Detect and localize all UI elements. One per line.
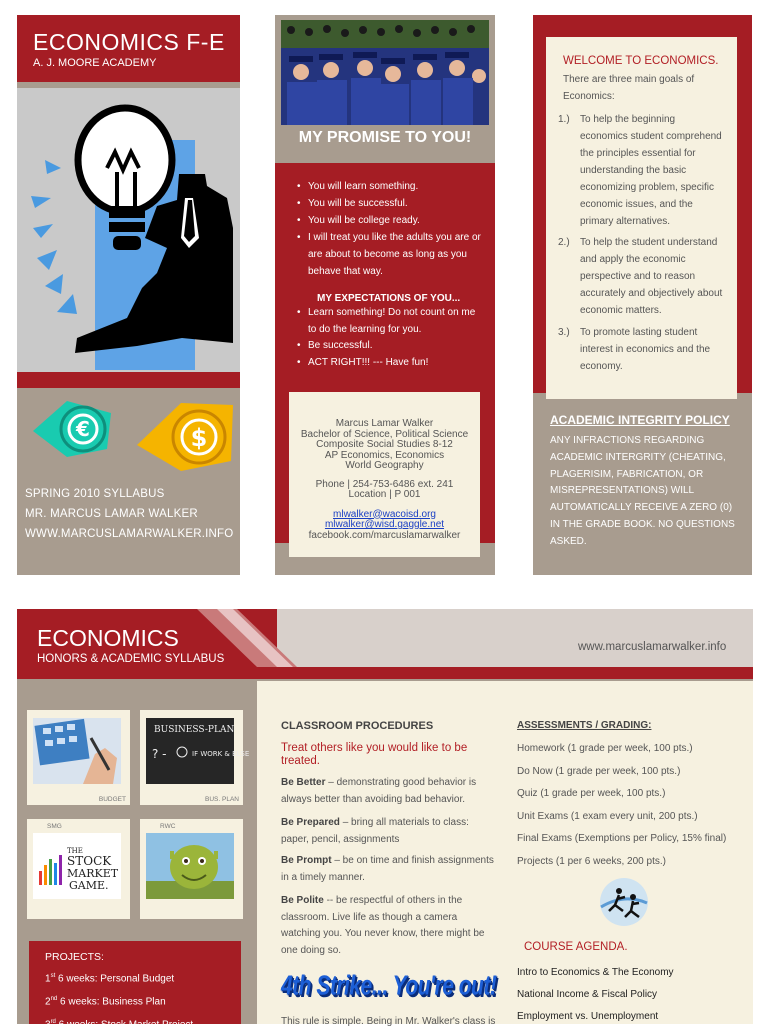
project-item: 2nd 6 weeks: Business Plan: [45, 996, 166, 1008]
thumb-budget: [27, 710, 130, 805]
assessment-item: Final Exams (Exemptions per Policy, 15% final): [517, 833, 727, 844]
teacher-name: Marcus Lamar Walker: [335, 418, 434, 429]
strike-rule-text: This rule is simple. Being in Mr. Walker's class is: [281, 1016, 496, 1027]
goals-intro: Economics:: [563, 91, 615, 102]
graduation-photo: [281, 20, 489, 125]
promise-item: • You will be college ready.: [308, 212, 483, 229]
thumb-label: BUS. PLAN: [205, 796, 239, 803]
assessment-item: Unit Exams (1 exam every unit, 200 pts.): [517, 811, 698, 822]
agenda-item: Intro to Economics & The Economy: [517, 967, 674, 978]
welcome-heading: WELCOME TO ECONOMICS.: [563, 55, 719, 67]
shrek-icon: [146, 833, 234, 899]
syllabus-subtitle: HONORS & ACADEMIC SYLLABUS: [37, 653, 225, 665]
agenda-item: National Income & Fiscal Policy: [517, 989, 658, 1000]
chalkboard-icon: [146, 718, 250, 784]
assessment-item: Homework (1 grade per week, 100 pts.): [517, 743, 693, 754]
email-link-wacoisd[interactable]: mlwalker@wacoisd.org: [333, 508, 436, 520]
svg-text:GAME.: GAME.: [69, 879, 109, 892]
cover-band: [17, 372, 240, 388]
promise-panel: [275, 15, 495, 575]
project-item: 3rd 6 weeks: Stock Market Project: [45, 1019, 194, 1031]
projects-heading: PROJECTS:: [45, 951, 104, 963]
phone-number: Phone | 254-753-6486 ext. 241: [315, 478, 454, 490]
email-link-gaggle[interactable]: mlwalker@wisd.gaggle.net: [324, 519, 445, 530]
goal-text: To help the beginning economics student comprehend the principles essential for understanding the basic economizing problem, specific economic issues, and the primary alternatives.: [580, 114, 722, 227]
cover-line-semester: SPRING 2010 SYLLABUS: [25, 488, 165, 500]
goal-text: To help the student understand and apply the economic perspective and to reason accurately and objectively about economic matters.: [580, 237, 723, 316]
expectations-title: MY EXPECTATIONS OF YOU...: [317, 293, 461, 304]
credential-line: World Geography: [345, 460, 424, 471]
assessment-item: Projects (1 per 6 weeks, 200 pts.): [517, 856, 666, 867]
syllabus-page: [17, 609, 753, 1031]
thumb-label: RWC: [160, 823, 176, 830]
cover-panel: [17, 15, 240, 575]
project-item: 1st 6 weeks: Personal Budget: [45, 973, 175, 985]
procedure-item: Be Polite -- be respectful of others in the classroom. Live life as though a camera watching you. You never know, there might be one doing so.: [281, 895, 485, 956]
thumb-rwc: [140, 819, 243, 919]
stock-market-game-logo: [33, 833, 121, 899]
goal-number: 2.): [558, 237, 570, 248]
promise-item: • I will treat you like the adults you are or are about to become as long as you behave that way.: [308, 229, 483, 280]
svg-text:? -: ? -: [152, 747, 167, 761]
calculator-icon: [33, 718, 121, 784]
credential-line: Composite Social Studies 8-12: [316, 439, 453, 450]
integrity-body: ANY INFRACTIONS REGARDING ACADEMIC INTERGRITY (CHEATING, PLAGERISIM, FABRICATION, OR MISREPRESENTATIONS) WILL AUTOMATICALLY RECEIVE A ZERO (0) IN THE GRADE BOOK. NO QUESTIONS ASKED.: [550, 435, 735, 547]
expectation-item: • Be successful.: [308, 337, 483, 354]
cover-title: ECONOMICS F-E: [33, 29, 225, 55]
thumb-business-plan: [140, 710, 250, 805]
room-location: Location | P 001: [348, 489, 421, 500]
expectation-item: • Learn something! Do not count on me to do the learning for you.: [308, 304, 483, 338]
procedures-heading: CLASSROOM PROCEDURES: [281, 720, 434, 732]
euro-coin-icon: [27, 393, 117, 468]
goal-number: 1.): [558, 114, 570, 125]
promise-item: • You will learn something.: [308, 178, 483, 195]
assessments-heading: ASSESSMENTS / GRADING:: [517, 720, 652, 731]
agenda-item: Employment vs. Unemployment: [517, 1011, 659, 1022]
svg-text:BUSINESS-PLAN: BUSINESS-PLAN: [154, 725, 235, 735]
website-link[interactable]: www.marcuslamarwalker.info: [578, 641, 727, 653]
credential-line: Bachelor of Science, Political Science: [300, 428, 469, 440]
svg-text:THE: THE: [67, 847, 83, 855]
svg-text:MARKET: MARKET: [67, 867, 119, 880]
cover-subtitle: A. J. MOORE ACADEMY: [33, 57, 157, 69]
svg-text:STOCK: STOCK: [67, 854, 112, 868]
strike-rule-title: 4th Strike... You're out!: [281, 971, 497, 1001]
projects-box: [29, 941, 241, 1031]
running-figures-icon: [595, 873, 653, 936]
agenda-heading: COURSE AGENDA.: [524, 941, 628, 953]
procedure-item: Be Prompt – be on time and finish assignments in a timely manner.: [281, 855, 494, 883]
goal-number: 3.): [558, 327, 570, 338]
promise-title: MY PROMISE TO YOU!: [298, 129, 472, 146]
procedure-item: Be Prepared – bring all materials to class: paper, pencil, assignments: [281, 817, 469, 845]
procedure-item: Be Better – demonstrating good behavior is always better than avoiding bad behavior.: [281, 777, 477, 805]
expectation-item: • ACT RIGHT!!! --- Have fun!: [308, 354, 483, 371]
svg-text:IF WORK & ELSE: IF WORK & ELSE: [192, 750, 250, 758]
svg-text:$: $: [190, 424, 208, 452]
goals-intro: There are three main goals of: [563, 74, 695, 85]
goals-panel: [533, 15, 752, 575]
dollar-coin-icon: [135, 395, 235, 480]
cover-line-website[interactable]: WWW.MARCUSLAMARWALKER.INFO: [25, 528, 234, 540]
credential-line: AP Economics, Economics: [324, 449, 445, 461]
integrity-heading: ACADEMIC INTEGRITY POLICY: [550, 413, 730, 427]
procedures-motto: Treat others like you would like to be treated.: [281, 742, 468, 767]
assessment-item: Do Now (1 grade per week, 100 pts.): [517, 766, 681, 777]
assessment-item: Quiz (1 grade per week, 100 pts.): [517, 788, 666, 799]
thumb-smg: [27, 819, 130, 919]
promise-item: • You will be successful.: [308, 195, 483, 212]
cover-line-teacher: MR. MARCUS LAMAR WALKER: [25, 508, 198, 520]
svg-text:€: €: [76, 417, 90, 441]
facebook-link[interactable]: facebook.com/marcuslamarwalker: [308, 529, 461, 541]
lightbulb-figure-icon: [17, 88, 240, 372]
syllabus-title: ECONOMICS: [37, 625, 179, 651]
goal-text: To promote lasting student interest in economics and the economy.: [580, 327, 711, 372]
thumb-label: SMG: [47, 823, 62, 830]
thumb-label: BUDGET: [98, 796, 126, 803]
contact-card: [289, 392, 480, 557]
goals-card: [546, 37, 737, 399]
